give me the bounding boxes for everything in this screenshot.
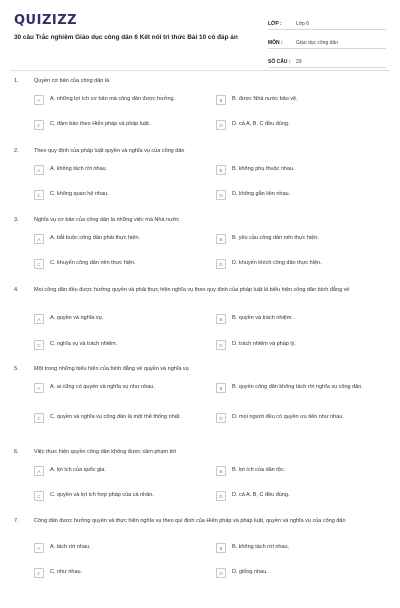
meta-label: SỐ CÂU : — [268, 59, 291, 65]
question-text: Mọi công dân đều được hưởng quyền và phải thực hiện nghĩa vụ theo quy định của pháp luật là biểu hiện công dân bình đẳng về — [34, 287, 350, 293]
question-number: 4. — [14, 287, 19, 293]
answer-option-b[interactable] — [216, 96, 376, 105]
option-text: C. quyền và lợi ích hợp pháp của cá nhân. — [50, 492, 154, 498]
question-text: Công dân được hưởng quyền và thực hiện nghĩa vụ theo qui định của Hiến pháp và pháp luật, quyền và nghĩa vụ của công dân — [34, 518, 346, 524]
option-text: A. không tách rời nhau. — [50, 166, 108, 172]
option-text: B. quyền công dân không tách rời nghĩa vụ công dân. — [232, 384, 363, 390]
option-letter-box: C — [34, 340, 44, 350]
option-letter-box: B — [216, 95, 226, 105]
option-letter-box: D — [216, 120, 226, 130]
answer-option-b[interactable] — [216, 235, 376, 244]
option-text: A. những lợi ích cơ bản mà công dân được hưởng. — [50, 96, 176, 102]
question-number: 1. — [14, 78, 19, 84]
option-letter-box: C — [34, 190, 44, 200]
option-letter-box: A — [34, 543, 44, 553]
answer-option-b[interactable] — [216, 467, 376, 476]
question-text: Nghĩa vụ cơ bản của công dân là những việc mà Nhà nước — [34, 217, 180, 223]
option-letter-box: C — [34, 568, 44, 578]
option-text: C. khuyến công dân nên thực hiện. — [50, 260, 136, 266]
answer-option-a[interactable] — [34, 166, 194, 175]
question-number: 7. — [14, 518, 19, 524]
option-letter-box: A — [34, 95, 44, 105]
option-text: D. mọi người đều có quyền ưu tiên như nhau. — [232, 414, 344, 420]
answer-option-c[interactable] — [34, 191, 194, 200]
option-letter-box: A — [34, 234, 44, 244]
option-text: C. như nhau. — [50, 569, 83, 575]
meta-row-subject — [268, 33, 386, 49]
option-letter-box: A — [34, 314, 44, 324]
answer-option-a[interactable] — [34, 384, 194, 393]
answer-option-a[interactable] — [34, 467, 194, 476]
option-letter-box: C — [34, 120, 44, 130]
question-text: Một trong những biểu hiện của bình đẳng về quyền và nghĩa vụ — [34, 366, 189, 372]
option-letter-box: B — [216, 543, 226, 553]
option-letter-box: A — [34, 165, 44, 175]
option-text: A. tách rời nhau. — [50, 544, 91, 550]
question-number: 3. — [14, 217, 19, 223]
question-number: 5. — [14, 366, 19, 372]
answer-option-a[interactable] — [34, 315, 194, 324]
option-text: B. quyền và trách nhiệm. — [232, 315, 293, 321]
answer-option-c[interactable] — [34, 260, 194, 269]
meta-row-question-count — [268, 52, 386, 68]
option-letter-box: B — [216, 314, 226, 324]
question-text: Quyền cơ bản của công dân là — [34, 78, 110, 84]
meta-label: MÔN : — [268, 40, 283, 46]
option-letter-box: D — [216, 190, 226, 200]
option-letter-box: D — [216, 340, 226, 350]
option-letter-box: B — [216, 234, 226, 244]
worksheet-meta — [268, 14, 386, 71]
question-number: 2. — [14, 148, 19, 154]
option-text: B. yêu cầu công dân nên thực hiện. — [232, 235, 319, 241]
answer-option-b[interactable] — [216, 166, 376, 175]
answer-option-c[interactable] — [34, 341, 194, 350]
meta-value: Lớp 6 — [296, 21, 310, 27]
option-text: A. quyền và nghĩa vụ. — [50, 315, 104, 321]
meta-label: LỚP : — [268, 21, 282, 27]
option-text: B. không phụ thuộc nhau. — [232, 166, 295, 172]
meta-row-class — [268, 14, 386, 30]
option-letter-box: C — [34, 413, 44, 423]
answer-option-d[interactable] — [216, 260, 376, 269]
option-letter-box: D — [216, 259, 226, 269]
answer-option-c[interactable] — [34, 414, 194, 423]
option-text: A. lợi ích của quốc gia. — [50, 467, 106, 473]
answer-option-d[interactable] — [216, 121, 376, 130]
answer-option-b[interactable] — [216, 384, 376, 393]
option-text: A. ai cũng có quyền và nghĩa vụ như nhau. — [50, 384, 155, 390]
option-letter-box: B — [216, 165, 226, 175]
option-letter-box: D — [216, 491, 226, 501]
answer-option-d[interactable] — [216, 191, 376, 200]
answer-option-d[interactable] — [216, 341, 376, 350]
option-text: A. bắt buộc công dân phải thực hiện. — [50, 235, 140, 241]
option-text: D. cả A, B, C đều đúng. — [232, 492, 290, 498]
worksheet-header — [0, 0, 400, 66]
option-text: D. trách nhiệm và pháp lý. — [232, 341, 296, 347]
option-letter-box: B — [216, 383, 226, 393]
meta-value: Giáo dục công dân — [296, 40, 338, 46]
option-text: D. cả A, B, C đều đúng. — [232, 121, 290, 127]
answer-option-b[interactable] — [216, 315, 376, 324]
answer-option-c[interactable] — [34, 121, 194, 130]
answer-option-d[interactable] — [216, 569, 376, 578]
answer-option-d[interactable] — [216, 492, 376, 501]
option-text: D. khuyến khích công dân thực hiện. — [232, 260, 322, 266]
question-7 — [14, 518, 386, 608]
option-text: C. đảm bảo theo Hiến pháp và pháp luật. — [50, 121, 151, 127]
option-letter-box: B — [216, 466, 226, 476]
answer-option-c[interactable] — [34, 492, 194, 501]
header-divider — [10, 70, 390, 71]
question-text: Việc thực hiện quyền công dân không được xâm phạm tới — [34, 449, 176, 455]
option-text: B. lợi ích của dân tộc. — [232, 467, 286, 473]
option-letter-box: D — [216, 568, 226, 578]
answer-option-d[interactable] — [216, 414, 376, 423]
meta-value: 29 — [296, 59, 302, 65]
option-text: C. nghĩa vụ và trách nhiệm. — [50, 341, 118, 347]
answer-option-a[interactable] — [34, 544, 194, 553]
question-4 — [14, 287, 386, 377]
option-letter-box: A — [34, 466, 44, 476]
question-number: 6. — [14, 449, 19, 455]
worksheet-title: 30 câu Trắc nghiệm Giáo dục công dân 6 Kết nối tri thức Bài 10 có đáp án — [14, 34, 238, 41]
option-letter-box: A — [34, 383, 44, 393]
option-text: C. không quan hệ nhau. — [50, 191, 109, 197]
option-letter-box: C — [34, 259, 44, 269]
answer-option-b[interactable] — [216, 544, 376, 553]
option-letter-box: D — [216, 413, 226, 423]
answer-option-a[interactable] — [34, 235, 194, 244]
question-5 — [14, 366, 386, 456]
question-text: Theo quy định của pháp luật quyền và nghĩa vụ của công dân — [34, 148, 185, 154]
quizizz-logo: QUIZIZZ — [14, 13, 78, 28]
answer-option-c[interactable] — [34, 569, 194, 578]
answer-option-a[interactable] — [34, 96, 194, 105]
option-text: C. quyền và nghĩa vụ công dân là một thể thống nhất. — [50, 414, 181, 420]
option-text: B. không tách rời nhau. — [232, 544, 290, 550]
option-text: D. giống nhau. — [232, 569, 268, 575]
option-text: B. được Nhà nước bảo vệ. — [232, 96, 298, 102]
option-letter-box: C — [34, 491, 44, 501]
option-text: D. không gắn liền nhau. — [232, 191, 291, 197]
